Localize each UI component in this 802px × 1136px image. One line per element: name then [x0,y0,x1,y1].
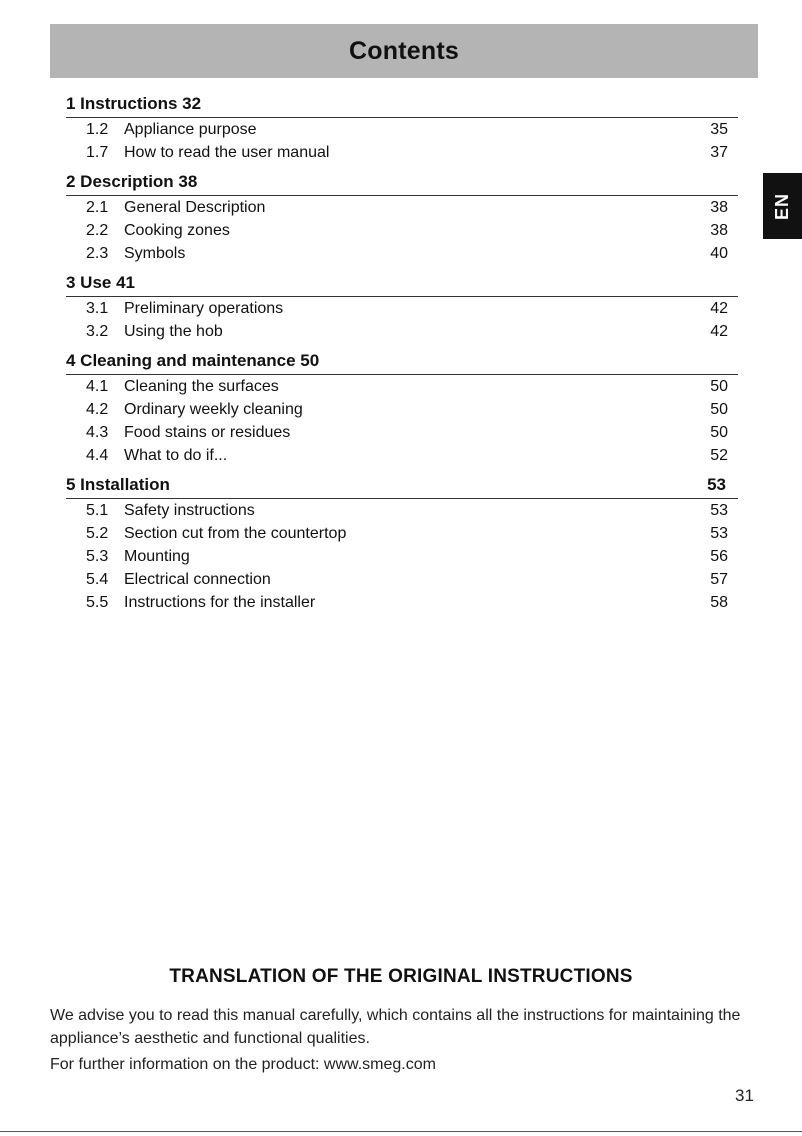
language-label: EN [771,192,792,220]
translation-title: TRANSLATION OF THE ORIGINAL INSTRUCTIONS [169,966,633,987]
entry-page: 37 [710,144,728,161]
entry-number: 1.2 [86,121,109,138]
entry-number: 5.4 [86,571,109,588]
entry-page: 38 [710,199,728,216]
entry-page: 42 [710,300,728,317]
toc-entry[interactable] [66,196,738,219]
intro-text [50,1004,750,1076]
entry-number: 5.1 [86,502,109,519]
entry-number: 4.4 [86,447,109,464]
entry-label: Cleaning the surfaces [124,378,279,395]
table-of-contents [66,91,738,619]
section-title: 4 Cleaning and maintenance 50 [66,351,320,370]
entry-page: 53 [710,525,728,542]
toc-section [66,348,738,467]
entry-label: Section cut from the countertop [124,525,347,542]
entry-label: Cooking zones [124,222,230,239]
entry-number: 3.1 [86,300,109,317]
entry-number: 5.5 [86,594,109,611]
entry-label: Preliminary operations [124,300,284,317]
toc-section [66,91,738,164]
toc-entry[interactable] [66,545,738,568]
entry-label: Safety instructions [124,502,255,519]
entry-number: 4.1 [86,378,109,395]
entry-number: 5.3 [86,548,109,565]
entry-label: Electrical connection [124,571,271,588]
section-title: 5 Installation [66,475,170,494]
entry-number: 4.2 [86,401,109,418]
entry-page: 57 [710,571,728,588]
entry-page: 58 [710,594,728,611]
entry-page: 35 [710,121,728,138]
entry-number: 4.3 [86,424,109,441]
entry-page: 52 [710,447,728,464]
toc-entry[interactable] [66,444,738,467]
language-tab [763,173,802,239]
toc-entry[interactable] [66,118,738,141]
toc-entry[interactable] [66,398,738,421]
section-title: 3 Use 41 [66,273,135,292]
entry-page: 42 [710,323,728,340]
section-page: 53 [707,475,726,494]
entry-number: 3.2 [86,323,109,340]
entry-label: Symbols [124,245,186,262]
entry-label: Instructions for the installer [124,594,316,611]
toc-section [66,169,738,265]
toc-section-heading[interactable] [66,472,738,499]
toc-section-heading[interactable] [66,348,738,375]
entry-label: How to read the user manual [124,144,330,161]
advice-paragraph: We advise you to read this manual carefully, which contains all the instructions for maintaining the appliance’s aesthetic and functional qualities. [50,1007,741,1047]
entry-label: Mounting [124,548,190,565]
toc-entry[interactable] [66,421,738,444]
entry-page: 40 [710,245,728,262]
entry-label: Appliance purpose [124,121,257,138]
entry-label: What to do if... [124,447,228,464]
entry-number: 2.2 [86,222,109,239]
toc-entry[interactable] [66,591,738,614]
entry-page: 56 [710,548,728,565]
entry-number: 5.2 [86,525,109,542]
toc-section [66,472,738,614]
entry-number: 2.3 [86,245,109,262]
toc-section-heading[interactable] [66,169,738,196]
entry-page: 50 [710,424,728,441]
further-info-paragraph: For further information on the product: www.smeg.com [50,1056,436,1073]
entry-page: 38 [710,222,728,239]
page-title: Contents [349,36,459,65]
entry-page: 50 [710,378,728,395]
toc-section [66,270,738,343]
bottom-divider [0,1131,802,1132]
toc-entry[interactable] [66,320,738,343]
section-title: 1 Instructions 32 [66,94,202,113]
entry-label: Ordinary weekly cleaning [124,401,303,418]
entry-label: General Description [124,199,266,216]
entry-number: 1.7 [86,144,109,161]
contents-header [50,24,758,78]
toc-entry[interactable] [66,499,738,522]
toc-section-heading[interactable] [66,270,738,297]
entry-number: 2.1 [86,199,109,216]
toc-entry[interactable] [66,568,738,591]
toc-entry[interactable] [66,219,738,242]
entry-page: 53 [710,502,728,519]
toc-entry[interactable] [66,522,738,545]
page-number: 31 [735,1086,754,1105]
entry-label: Food stains or residues [124,424,291,441]
entry-label: Using the hob [124,323,223,340]
toc-entry[interactable] [66,375,738,398]
toc-entry[interactable] [66,141,738,164]
toc-section-heading[interactable] [66,91,738,118]
toc-entry[interactable] [66,297,738,320]
entry-page: 50 [710,401,728,418]
toc-entry[interactable] [66,242,738,265]
section-title: 2 Description 38 [66,172,198,191]
